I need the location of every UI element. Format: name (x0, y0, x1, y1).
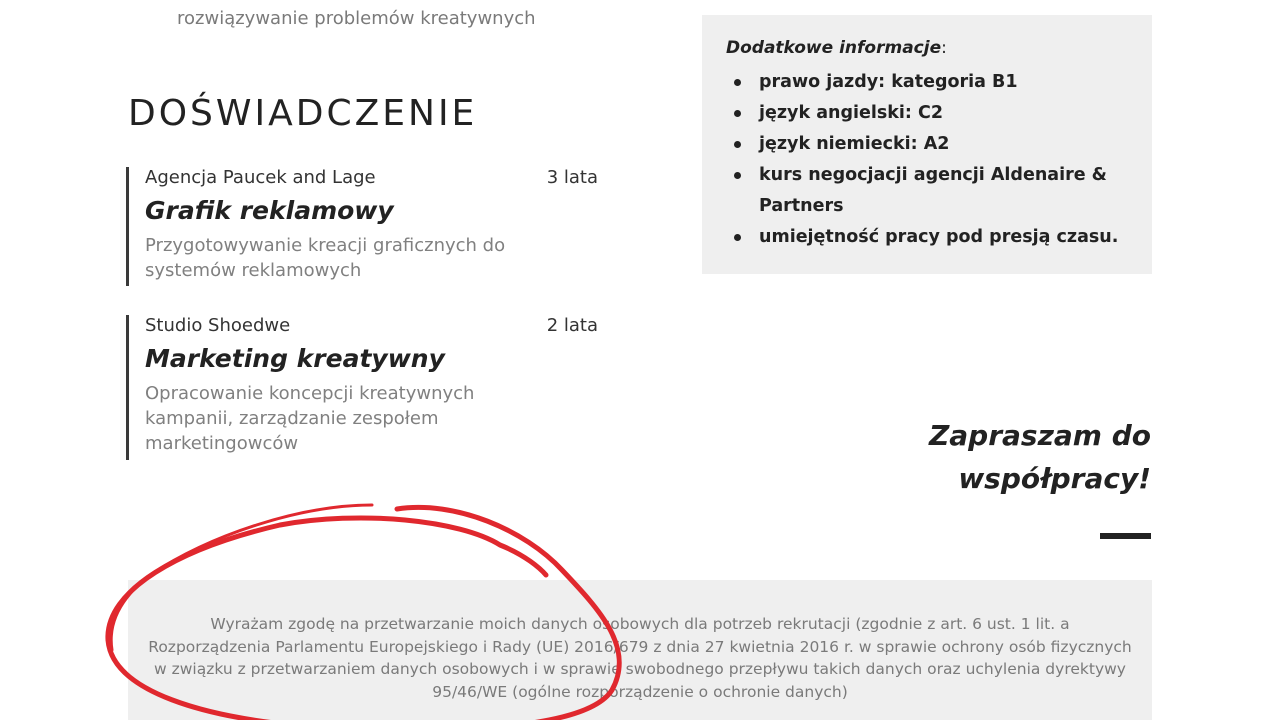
additional-info-title-colon: : (941, 38, 947, 58)
list-item-text: język angielski: C2 (759, 103, 944, 123)
list-item-text: prawo jazdy: kategoria B1 (759, 72, 1018, 92)
job-description: Przygotowywanie kreacji graficznych do systemów reklamowych (145, 235, 506, 281)
list-item-text: język niemiecki: A2 (759, 134, 950, 154)
experience-heading: DOŚWIADCZENIE (128, 93, 478, 134)
bullet-icon (734, 110, 741, 117)
decorative-divider (1100, 533, 1151, 539)
additional-info-title-text: Dodatkowe informacje (726, 38, 942, 58)
job-title: Marketing kreatywny (145, 344, 445, 373)
experience-item-header (145, 315, 598, 337)
invitation-line-1: Zapraszam do (928, 419, 1151, 452)
job-title: Grafik reklamowy (145, 196, 394, 225)
experience-item-header (145, 167, 598, 189)
list-item (726, 222, 1128, 253)
bullet-icon (734, 234, 741, 241)
additional-info-list (726, 67, 1128, 253)
invitation-line-2: współpracy! (958, 462, 1151, 495)
company-name: Studio Shoedwe (145, 315, 291, 336)
experience-item (126, 167, 598, 286)
additional-info-panel (702, 15, 1152, 274)
list-item (726, 129, 1128, 160)
list-item (726, 67, 1128, 98)
gdpr-consent-panel (128, 580, 1152, 720)
list-item (726, 160, 1128, 222)
bullet-icon (734, 172, 741, 179)
skills-fragment: rozwiązywanie problemów kreatywnych (177, 8, 536, 29)
job-duration: 2 lata (546, 315, 598, 336)
bullet-icon (734, 79, 741, 86)
job-duration: 3 lata (546, 167, 598, 188)
additional-info-title (726, 37, 1128, 59)
job-description: Opracowanie koncepcji kreatywnych kampanii, zarządzanie zespołem marketingowców (145, 383, 475, 454)
bullet-icon (734, 141, 741, 148)
experience-item (126, 315, 598, 460)
list-item-text: umiejętność pracy pod presją czasu. (759, 227, 1119, 247)
gdpr-consent-text: Wyrażam zgodę na przetwarzanie moich danych osobowych dla potrzeb rekrutacji (zgodnie z art. 6 ust. 1 lit. a Rozporządzenia Parlamentu Europejskiego i Rady (UE) 2016/679 z dnia 27 kwietnia 2016 r. w sprawie ochrony osób fizycznych w związku z przetwarzaniem danych osobowych i w sprawie swobodnego przepływu takich danych oraz uchylenia dyrektywy 95/46/WE (ogólne rozporządzenie o ochronie danych) (148, 615, 1132, 701)
list-item (726, 98, 1128, 129)
invitation-text (929, 414, 1151, 500)
list-item-text: kurs negocjacji agencji Aldenaire & Partners (759, 165, 1107, 216)
company-name: Agencja Paucek and Lage (145, 167, 376, 188)
